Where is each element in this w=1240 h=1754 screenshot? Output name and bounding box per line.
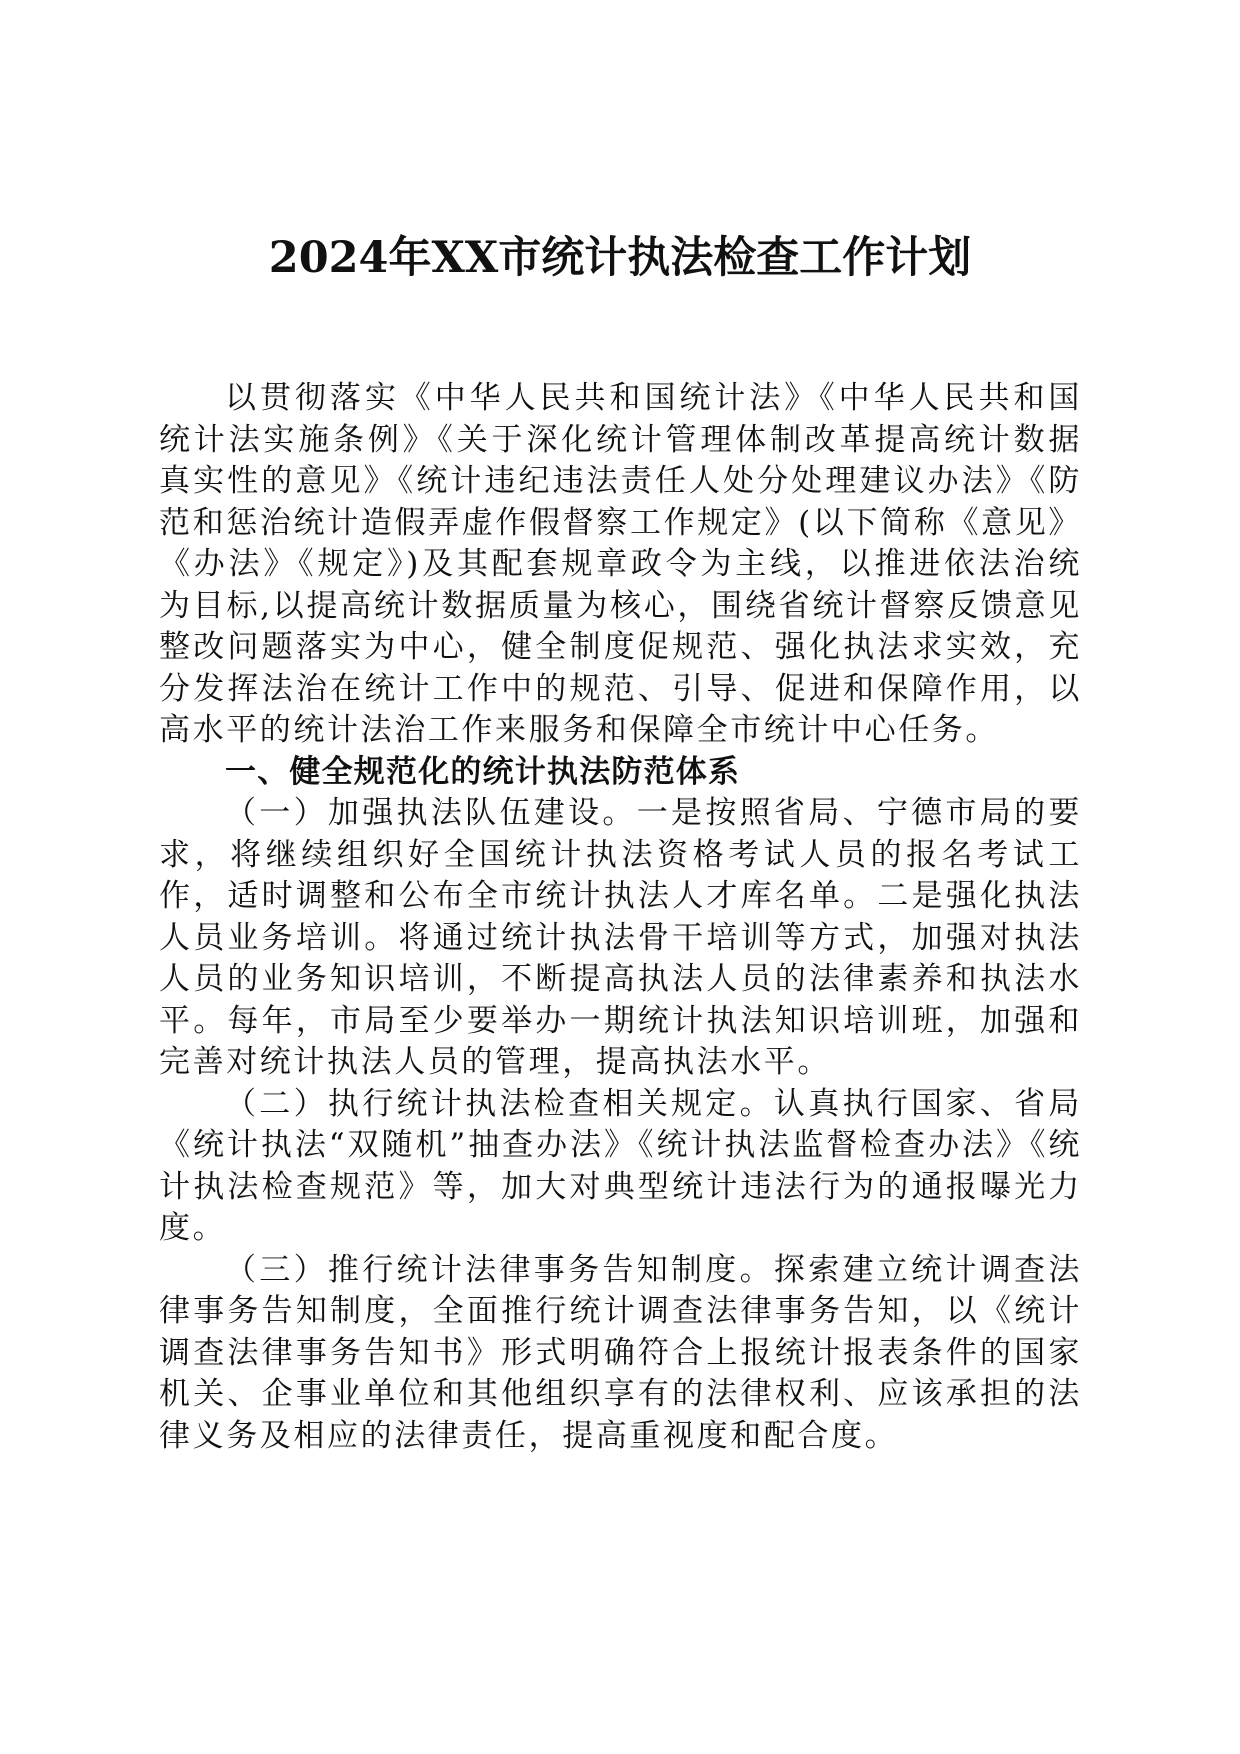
section-1-item-1 [159,793,1082,1084]
item-1-text: 一是按照省局、宁德市局的要求，将继续组织好全国统计执法资格考试人员的报名考试工作，适时调整和公布全市统计执法人才库名单。二是强化执法人员业务培训。将通过统计执法骨干培训等方式，加强对执法人员的业务知识培训，不断提高执法人员的法律素养和执法水平。每年，市局至少要举办一期统计执法知识培训班，加强和完善对统计执法人员的管理，提高执法水平。 [159,795,1082,1080]
section-1-item-2 [159,1084,1082,1250]
section-1-item-3 [159,1250,1082,1458]
item-2-subtitle: （二）执行统计执法检查相关规定。 [225,1085,774,1122]
item-3-subtitle: （三）推行统计法律事务告知制度。 [225,1251,774,1288]
section-1-heading: 一、健全规范化的统计执法防范体系 [225,753,741,790]
item-2-text: 认真执行国家、省局《统计执法“双随机”抽查办法》《统计执法监督检查办法》《统计执法检查规范》等，加大对典型统计违法行为的通报曝光力度。 [159,1085,1082,1246]
document-title: 2024年XX市统计执法检查工作计划 [268,233,972,283]
item-3-text: 探索建立统计调查法律事务告知制度，全面推行统计调查法律事务告知，以《统计调查法律事务告知书》形式明确符合上报统计报表条件的国家机关、企事业单位和其他组织享有的法律权利、应该承担的法律义务及相应的法律责任，提高重视度和配合度。 [159,1251,1082,1454]
document-body [159,378,1082,1457]
intro-paragraph: 以贯彻落实《中华人民共和国统计法》《中华人民共和国统计法实施条例》《关于深化统计管理体制改革提高统计数据真实性的意见》《统计违纪违法责任人处分处理建议办法》《防范和惩治统计造假弄虚作假督察工作规定》(以下简称《意见》《办法》《规定》)及其配套规章政令为主线，以推进依法治统为目标,以提高统计数据质量为核心，围绕省统计督察反馈意见整改问题落实为中心，健全制度促规范、强化执法求实效，充分发挥法治在统计工作中的规范、引导、促进和保障作用，以高水平的统计法治工作来服务和保障全市统计中心任务。 [159,380,1082,748]
item-1-subtitle: （一）加强执法队伍建设。 [225,795,637,831]
